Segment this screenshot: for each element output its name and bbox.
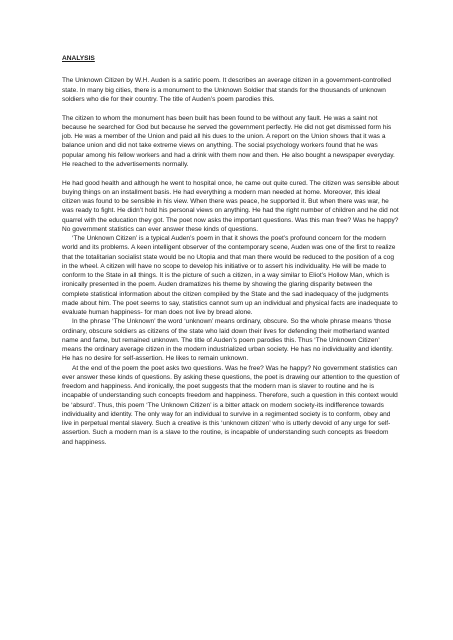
document-page [62,54,400,447]
paragraph-conclusion: At the end of the poem the poet asks two questions. Was he free? Was he happy? No government statistics can ever answer these kinds of questions. By asking these questions, the poet is drawing our attention to the question of freedom and happiness. And ironically, the poet suggests that the modern man is slaver to routine and he is incapable of understanding such concepts freedom and happiness. Therefore, such a question in this context would be ‘absurd’. Thus, this poem ‘The Unknown Citizen’ is a bitter attack on modern society-its indifference towards individuality and identity. The only way for an individual to survive in a regimented society is to conform, obey and live in perpetual mental slavery. Such a creative is this ‘unknown citizen’ who is utterly devoid of any urge for self-assertion. Such a modern man is a slave to the routine, is incapable of understanding such concepts as freedom and happiness. [62,364,400,446]
paragraph-intro: The Unknown Citizen by W.H. Auden is a satiric poem. It describes an average citizen in a government-controlled state. In many big cities, there is a monument to the Unknown Soldier that stands for the thousands of unknown soldiers who die for their country. The title of Auden’s poem parodies this. [62,77,391,103]
paragraph-health: He had good health and although he went to hospital once, he came out quite cured. The citizen was sensible about buying things on an installment basis. He had everything a modern man needed at home. Moreover, this ideal citizen was found to be sensible in his view. When there was peace, he supported it. But when there was war, he was ready to fight. He didn’t hold his personal views on anything. He had the right number of children and he did not quarrel with the education they got. The poet now asks the important questions. Was this man free? Was he happy? No government statistics can ever answer these kinds of questions. [62,179,399,233]
paragraph-typical-auden: ‘The Unknown Citizen’ is a typical Auden’s poem in that it shows the poet’s profound concern for the modern world and its problems. A keen intelligent observer of the contemporary scene, Auden was one of the first to realize that the totalitarian socialist state would be no Utopia and that man there would be reduced to the position of a cog in the wheel. A citizen will have no scope to develop his initiative or to assert his individuality. He will be made to conform to the State in all things. It is the picture of such a citizen, in a way similar to Eliot’s Hollow Man, which is ironically presented in the poem. Auden dramatizes his theme by showing the glaring disparity between the complete statistical information about the citizen compiled by the State and the sad inadequacy of the judgments made about him. The poet seems to say, statistics cannot sum up an individual and physical facts are inadequate to evaluate human happiness- for man does not live by bread alone. [62,235,398,316]
paragraph-the-unknown-phrase: In the phrase ‘The Unknown’ the word ‘unknown’ means ordinary, obscure. So the whole phrase means ‘those ordinary, obscure soldiers as citizens of the state who laid down their lives for defending their motherland wanted name and fame, but remained unknown. The title of Auden’s poem parodies this. Thus ‘The Unknown Citizen’ means the ordinary average citizen in the modern industrialized urban society. He has no individuality and identity. He has no desire for self-assertion. He likes to remain unknown. [62,318,393,363]
section-heading: ANALYSIS [62,55,95,62]
paragraph-citizen-monument: The citizen to whom the monument has been built has been found to be without any fault. He was a saint not because he searched for God but because he served the government perfectly. He did not get dismissed form his job. He was a member of the Union and paid all his dues to the union. A report on the Union shows that it was a balance union and did not take extreme views on anything. The social psychology workers found that he was popular among his fellow workers and had a drink with them now and then. He also bought a newspaper everyday. He reached to the advertisements normally. [62,114,395,168]
